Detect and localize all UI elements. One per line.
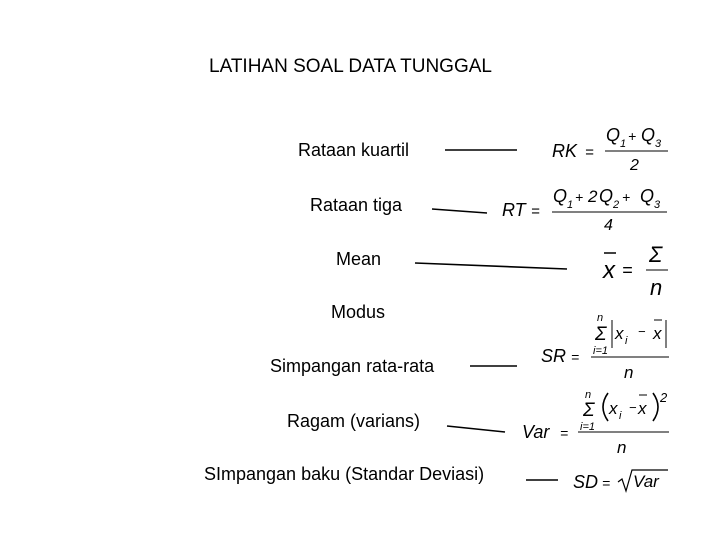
sr-lhs: SR [541, 346, 567, 366]
mean-lhs: x [603, 257, 615, 284]
sr-sub: i [625, 335, 628, 347]
label-ragam-varians: Ragam (varians) [287, 411, 421, 431]
var-sub: i [619, 410, 622, 422]
formula-rataan-kuartil [552, 125, 668, 174]
formula-simpangan-rata-rata [541, 312, 669, 382]
rk-equals: = [585, 144, 594, 161]
sd-equals: = [602, 475, 611, 491]
rt-equals: = [531, 203, 540, 220]
label-rataan-kuartil: Rataan kuartil [298, 140, 410, 160]
rk-den: 2 [630, 157, 639, 174]
sr-equals: = [571, 349, 580, 365]
arrow-ragam [447, 426, 505, 432]
sr-minus: − [638, 324, 646, 339]
label-modus: Modus [331, 302, 386, 322]
rt-den: 4 [604, 217, 613, 234]
rk-q3: Q [641, 125, 656, 145]
var-den: n [617, 438, 627, 457]
mean-sigma: Σ [649, 242, 663, 267]
var-bottom: i=1 [580, 421, 595, 433]
var-xbar: x [638, 399, 647, 418]
rt-plus-2: + [622, 189, 631, 205]
rt-lhs: RT [502, 200, 526, 220]
rt-sub2: 2 [613, 199, 620, 211]
var-paren-left [603, 393, 608, 421]
rk-q1: Q [606, 125, 621, 145]
var-lhs: Var [522, 422, 550, 442]
var-sigma: Σ [583, 400, 595, 421]
sd-radicand: Var [633, 472, 659, 491]
rt-plus-1: + [575, 189, 584, 205]
sr-den: n [624, 363, 634, 382]
arrow-mean [415, 263, 567, 269]
sr-x: x [615, 324, 624, 343]
rt-coef: 2 [588, 187, 598, 206]
mean-equals: = [622, 260, 633, 280]
var-paren-right [653, 393, 658, 421]
formula-rataan-tiga [502, 186, 667, 234]
rt-q1: Q [553, 186, 568, 206]
mean-den: n [650, 275, 663, 300]
rk-plus: + [628, 128, 637, 144]
rk-sub3: 3 [655, 138, 662, 150]
arrow-rataan-tiga [432, 209, 487, 213]
var-minus: − [629, 400, 637, 415]
label-simpangan-rata-rata: Simpangan rata-rata [270, 356, 435, 376]
rk-sub1: 1 [620, 138, 627, 150]
sr-xbar: x [653, 324, 662, 343]
sr-top: n [597, 312, 604, 324]
sr-sigma: Σ [595, 324, 607, 345]
sd-lhs: SD [573, 472, 599, 492]
rt-q2: Q [599, 186, 614, 206]
page-title: LATIHAN SOAL DATA TUNGGAL [209, 56, 492, 77]
var-x: x [609, 399, 618, 418]
var-power: 2 [660, 390, 668, 405]
formula-simpangan-baku [573, 470, 668, 492]
label-mean: Mean [336, 249, 382, 269]
rt-sub1: 1 [567, 199, 574, 211]
rk-lhs: RK [552, 141, 578, 161]
formula-mean [602, 242, 668, 300]
rt-q3: Q [640, 186, 655, 206]
rt-sub3: 3 [654, 199, 661, 211]
formula-ragam [522, 389, 669, 457]
label-simpangan-baku: SImpangan baku (Standar Deviasi) [204, 464, 485, 484]
label-rataan-tiga: Rataan tiga [310, 195, 403, 215]
var-top: n [585, 389, 592, 401]
sr-bottom: i=1 [593, 345, 608, 357]
var-equals: = [560, 425, 569, 441]
